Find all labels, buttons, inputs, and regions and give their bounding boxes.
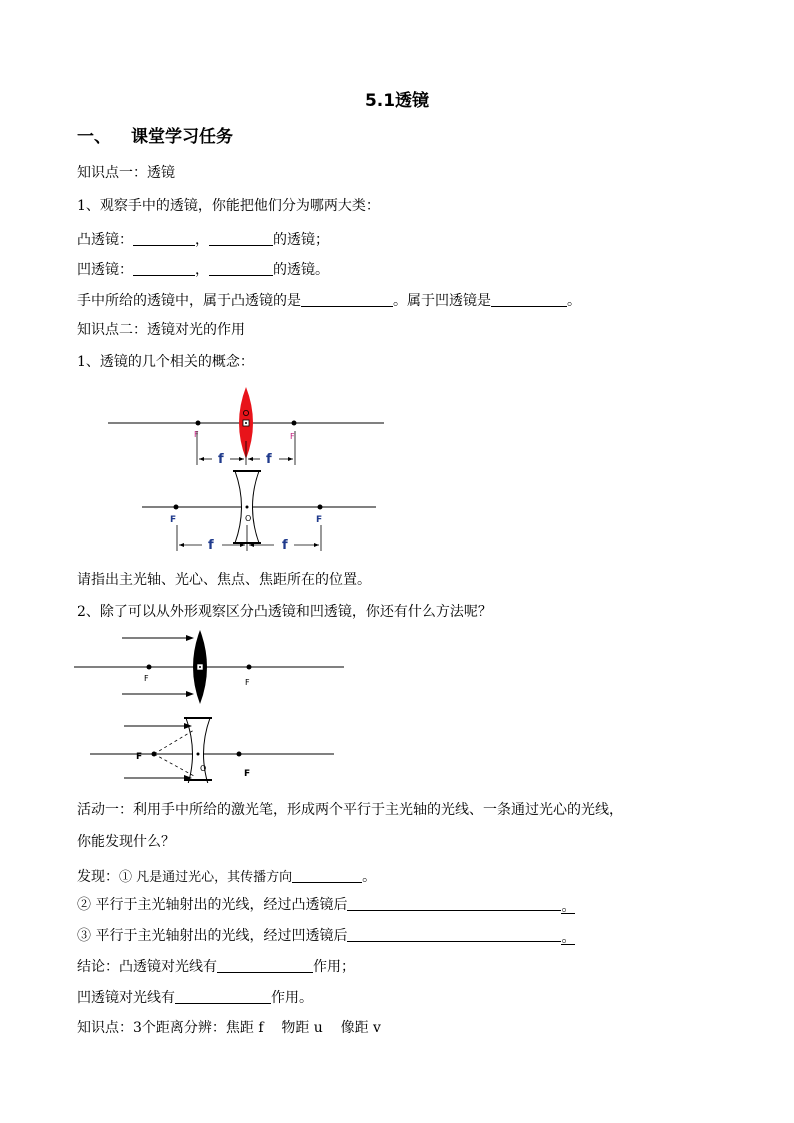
focus-label-right-bottom: F	[316, 515, 323, 525]
focus-label-ray-right-top: F	[245, 678, 250, 687]
question-1b: 1、透镜的几个相关的概念：	[77, 354, 254, 370]
conclusion-convex-text: 结论：凸透镜对光线有	[77, 959, 217, 975]
conclusion-convex-blank[interactable]	[217, 956, 313, 973]
convex-blank-1[interactable]	[133, 229, 195, 246]
activity-line-1: 活动一：利用手中所给的激光笔，形成两个平行于主光轴的光线、一条通过光心的光线，	[77, 802, 623, 818]
concave-line	[77, 259, 329, 280]
focus-point-ray-left-top	[147, 665, 152, 670]
virtual-ray-lower	[154, 754, 194, 776]
focus-label-ray-left-top: F	[144, 674, 149, 683]
concave-suffix: 的透镜。	[273, 262, 329, 278]
concave-label: 凹透镜：	[77, 262, 133, 278]
concave-lens-ray	[186, 718, 210, 783]
optical-center-label-ray: O	[200, 764, 207, 773]
optical-center-label-bottom: O	[245, 514, 252, 523]
prompt-identify: 请指出主光轴、光心、焦点、焦距所在的位置。	[77, 572, 371, 588]
section-heading	[77, 127, 233, 147]
given-convex-blank[interactable]	[301, 290, 393, 307]
found-blank-2[interactable]	[347, 894, 561, 911]
concave-blank-1[interactable]	[133, 259, 195, 276]
focus-point-right-bottom	[318, 505, 323, 510]
found-item-3: ③ 平行于主光轴射出的光线，经过凹透镜后	[77, 928, 348, 944]
convex-line	[77, 229, 329, 250]
focus-label-ray-left-bottom: F	[136, 752, 143, 762]
focal-length-label-left-top: f	[218, 452, 224, 467]
conclusion-concave-blank[interactable]	[175, 987, 271, 1004]
optical-center-dot	[245, 422, 247, 424]
given-text-3: 。	[567, 293, 581, 309]
found-line-1	[77, 866, 376, 888]
found-item-1: ① 凡是通过光心，其传播方向	[119, 870, 293, 885]
focus-point-ray-right-top	[247, 665, 252, 670]
focal-length-label-right-bottom: f	[282, 538, 288, 553]
lens-concepts-figure	[100, 385, 400, 555]
focus-label-left-top: F	[194, 430, 199, 439]
ray-arrow-top-1	[186, 635, 194, 641]
focus-label-left-bottom: F	[170, 515, 177, 525]
conclusion-line-2	[77, 987, 313, 1008]
found-line-2	[77, 894, 575, 915]
convex-label: 凸透镜：	[77, 232, 133, 248]
focus-point-right-top	[292, 421, 297, 426]
focus-label-right-top: F	[290, 432, 295, 441]
page-title: 5.1透镜	[364, 91, 430, 111]
knowledge-point-2: 知识点二：透镜对光的作用	[77, 322, 245, 338]
found-item-1-end: 。	[362, 869, 377, 885]
conclusion-convex-end: 作用；	[313, 959, 355, 975]
concave-blank-2[interactable]	[209, 259, 273, 276]
focal-length-label-right-top: f	[266, 452, 272, 467]
focus-point-ray-right-bottom	[237, 752, 242, 757]
section-number: 一、	[77, 127, 111, 147]
conclusion-concave-text: 凹透镜对光线有	[77, 990, 175, 1006]
focus-point-left-top	[196, 421, 201, 426]
ray-arrow-top-2	[186, 691, 194, 697]
knowledge-point-1: 知识点一：透镜	[77, 165, 175, 181]
given-lenses-line	[77, 290, 581, 311]
concave-separator: ，	[195, 262, 209, 278]
convex-separator: ，	[195, 232, 209, 248]
optical-center-bottom	[246, 506, 249, 509]
given-text-1: 手中所给的透镜中，属于凸透镜的是	[77, 293, 301, 309]
activity-line-2: 你能发现什么？	[77, 834, 175, 850]
convex-suffix: 的透镜；	[273, 232, 329, 248]
found-line-3	[77, 925, 575, 946]
given-concave-blank[interactable]	[491, 290, 567, 307]
question-1: 1、观察手中的透镜，你能把他们分为哪两大类：	[77, 198, 380, 214]
convex-blank-2[interactable]	[209, 229, 273, 246]
found-label: 发现：	[77, 869, 119, 885]
found-blank-3[interactable]	[347, 925, 561, 942]
section-title: 课堂学习任务	[131, 127, 233, 147]
focal-length-label-left-bottom: f	[208, 538, 214, 553]
focus-label-ray-right-bottom: F	[244, 769, 251, 779]
focus-point-left-bottom	[174, 505, 179, 510]
found-blank-1[interactable]	[292, 866, 362, 883]
found-item-2: ② 平行于主光轴射出的光线，经过凸透镜后	[77, 897, 348, 913]
ray-diagram-figure	[72, 628, 352, 783]
knowledge-point-3: 知识点：3个距离分辨：焦距 f 物距 u 像距 v	[77, 1020, 381, 1036]
conclusion-concave-end: 作用。	[271, 990, 313, 1006]
virtual-ray-upper	[154, 730, 194, 754]
found-item-3-end: 。	[561, 930, 576, 946]
question-2: 2、除了可以从外形观察区分凸透镜和凹透镜，你还有什么方法呢？	[77, 604, 492, 620]
given-text-2: 。属于凹透镜是	[393, 293, 491, 309]
found-item-2-end: 。	[561, 899, 576, 915]
conclusion-line-1	[77, 956, 355, 977]
focus-point-ray-left-bottom	[152, 752, 157, 757]
